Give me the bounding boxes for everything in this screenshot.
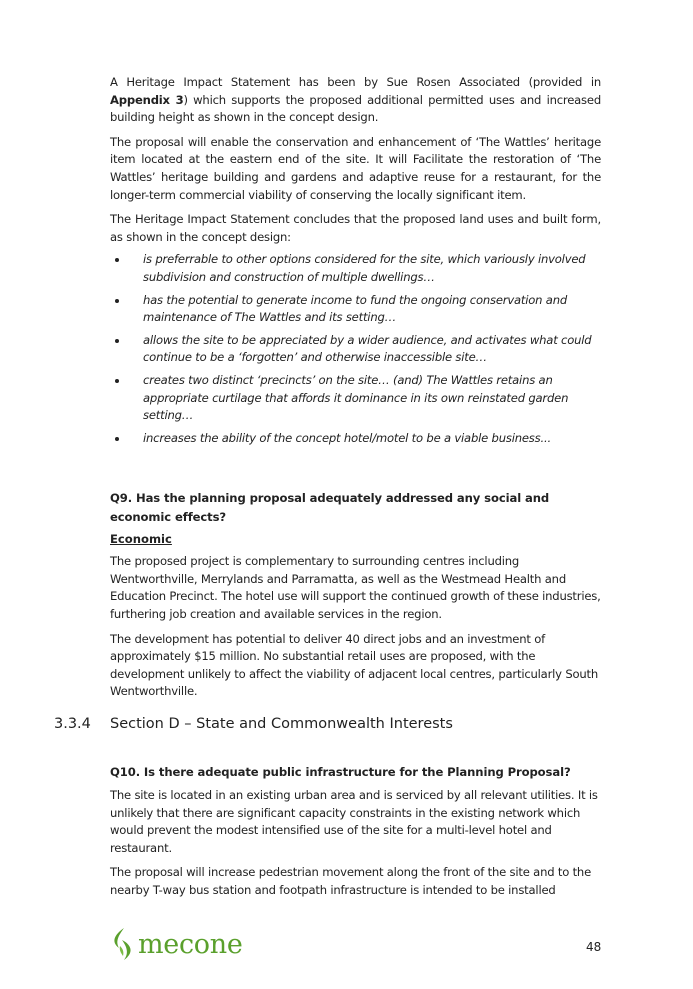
section-title: Section D – State and Commonwealth Interests xyxy=(110,716,453,732)
list-item: has the potential to generate income to fund the ongoing conservation and maintenance of The Wattles and its setting… xyxy=(110,292,601,327)
paragraph-economic-jobs: The development has potential to deliver 40 direct jobs and an investment of approximately $15 million. No substantial retail uses are proposed, with the development unlikely to affect the viability of adjacent local centres, particularly South Wentworthville. xyxy=(110,631,599,699)
paragraph-pedestrian: The proposal will increase pedestrian movement along the front of the site and to the nearby T-way bus station and footpath infrastructure is intended to be installed xyxy=(110,865,592,897)
leaf-icon xyxy=(110,927,136,961)
paragraph-heritage-impact xyxy=(110,74,601,127)
appendix-reference: Appendix 3 xyxy=(110,92,184,107)
bullet-icon xyxy=(115,258,119,262)
list-item: allows the site to be appreciated by a wider audience, and activates what could continue to be a ‘forgotten’ and otherwise inaccessible site… xyxy=(110,332,601,367)
bullet-icon xyxy=(115,339,119,343)
logo-wordmark: mecone xyxy=(138,928,243,960)
q9-heading: Q9. Has the planning proposal adequately addressed any social and economic effects? xyxy=(110,491,550,525)
paragraph-text: ) which supports the proposed additional permitted uses and increased building height as shown in the concept design. xyxy=(110,92,601,125)
paragraph-conclusion-intro: The Heritage Impact Statement concludes that the proposed land uses and built form, as shown in the concept design: xyxy=(110,212,601,244)
section-number: 3.3.4 xyxy=(54,716,91,732)
page-number: 48 xyxy=(586,940,602,954)
q10-heading: Q10. Is there adequate public infrastructure for the Planning Proposal? xyxy=(110,765,571,780)
bullet-icon xyxy=(115,299,119,303)
paragraph-economic-context: The proposed project is complementary to surrounding centres including Wentworthville, Merrylands and Parramatta, as well as the Westmead Health and Education Precinct. The hotel use will support the continued growth of these industries, furthering job creation and available services in the region. xyxy=(110,554,601,622)
heritage-quotes-list xyxy=(110,251,601,447)
bullet-icon xyxy=(115,437,119,441)
paragraph-text: A Heritage Impact Statement has been by Sue Rosen Associated (provided in xyxy=(110,75,601,89)
list-item: is preferrable to other options considered for the site, which variously involved subdivision and construction of multiple dwellings… xyxy=(110,251,601,286)
mecone-logo xyxy=(110,927,243,961)
paragraph-conservation: The proposal will enable the conservation and enhancement of ‘The Wattles’ heritage item located at the eastern end of the site. It will Facilitate the restoration of ‘The Wattles’ heritage building and gardens and adaptive reuse for a restaurant, for the longer-term commercial viability of conserving the locally significant item. xyxy=(110,134,601,202)
paragraph-infrastructure: The site is located in an existing urban area and is serviced by all relevant utilities. It is unlikely that there are significant capacity constraints in the existing network which would prevent the modest intensified use of the site for a multi-level hotel and restaurant. xyxy=(110,788,598,855)
economic-subheading: Economic xyxy=(110,532,172,547)
list-item: creates two distinct ‘precincts’ on the site… (and) The Wattles retains an appropriate curtilage that affords it dominance in its own reinstated garden setting… xyxy=(110,372,601,425)
list-item: increases the ability of the concept hotel/motel to be a viable business... xyxy=(110,430,601,448)
bullet-icon xyxy=(115,379,119,383)
document-body xyxy=(110,74,601,900)
